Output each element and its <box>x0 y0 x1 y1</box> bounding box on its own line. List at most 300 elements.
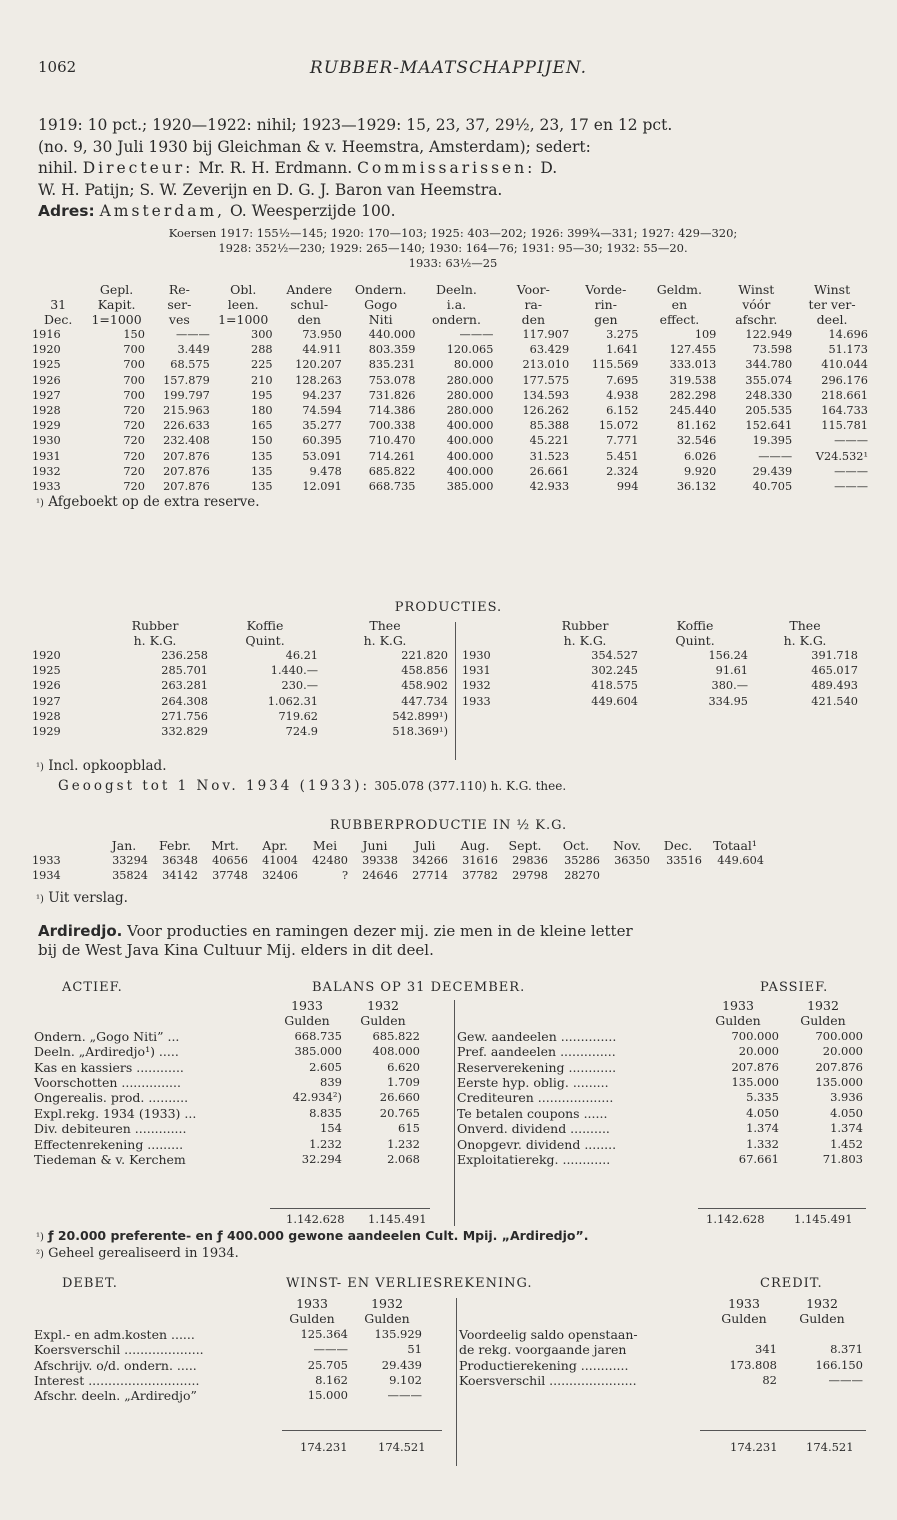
column-header: rin- <box>594 297 617 312</box>
account-label: Pref. aandeelen .............. <box>457 1044 616 1060</box>
table-cell: 1932 <box>32 464 61 478</box>
account-amount: 25.705 <box>307 1357 348 1372</box>
table-row <box>30 357 870 372</box>
table-cell: 355.074 <box>745 373 793 387</box>
table-cell: 449.604 <box>717 854 764 867</box>
table-cell: 44.911 <box>302 343 342 357</box>
main-footnote <box>30 494 870 510</box>
table-cell: 700 <box>123 343 145 357</box>
table-cell: 73.950 <box>302 328 342 341</box>
table-cell: 7.695 <box>606 373 639 387</box>
ardiredjo-line-1 <box>38 922 868 941</box>
account-label: Gew. aandeelen .............. <box>457 1028 617 1044</box>
account-amount: 1.232 <box>387 1136 420 1151</box>
column-header: Rubber <box>561 618 609 633</box>
table-cell: 213.010 <box>522 358 570 372</box>
balans-passief-table <box>455 998 865 1167</box>
column-header: Koffie <box>676 618 714 633</box>
winst-credit-table <box>457 1296 865 1388</box>
unit-header: Gulden <box>800 1013 846 1029</box>
commissaris-initial: D. <box>540 159 558 177</box>
page-number: 1062 <box>38 58 77 76</box>
table-cell: 400.000 <box>446 434 494 448</box>
column-header: Rubber <box>131 618 179 633</box>
account-row <box>32 1090 422 1105</box>
table-cell: 39338 <box>362 854 398 867</box>
table-cell: 74.594 <box>302 404 342 418</box>
table-cell: 720 <box>123 480 145 494</box>
balans-total-right-a: 1.142.628 <box>706 1212 765 1226</box>
rubberproductie-footnote-mark: ¹) <box>36 894 44 905</box>
producties-footnote-text: Incl. opkoopblad. <box>48 758 167 774</box>
table-cell: 1930 <box>462 649 491 662</box>
table-row <box>30 403 870 418</box>
account-row <box>455 1075 865 1090</box>
account-amount: 1.374 <box>746 1121 779 1136</box>
table-cell: 1926 <box>32 373 61 387</box>
table-cell: 385.000 <box>446 480 494 494</box>
account-amount: 408.000 <box>372 1044 420 1059</box>
commissarissen-label: Commissarissen: <box>357 159 536 177</box>
producties-header-row <box>460 633 860 648</box>
table-row <box>30 388 870 403</box>
column-header: den <box>521 312 546 327</box>
account-amount: 173.808 <box>729 1357 777 1372</box>
table-cell: 288 <box>251 343 273 357</box>
table-cell: 542.899¹) <box>392 709 448 723</box>
rubberproductie-title: RUBBERPRODUCTIE IN ½ K.G. <box>329 818 568 833</box>
table-cell: 700 <box>123 388 145 402</box>
table-cell: 668.735 <box>368 480 416 494</box>
table-cell: 440.000 <box>368 328 416 341</box>
table-cell: 803.359 <box>368 343 416 357</box>
winst-debet-table <box>32 1296 424 1404</box>
account-row <box>32 1044 422 1059</box>
table-cell: 720 <box>123 464 145 478</box>
account-label: Expl.- en adm.kosten ...... <box>34 1326 195 1342</box>
table-row <box>460 678 860 693</box>
table-cell: 29.439 <box>752 464 793 478</box>
account-label: Afschrijv. o/d. ondern. ..... <box>34 1357 197 1373</box>
table-cell: 458.902 <box>401 679 448 693</box>
balans-note-2-mark: ²) <box>36 1249 44 1260</box>
table-cell: 245.440 <box>669 404 717 418</box>
account-amount: 51 <box>407 1342 422 1357</box>
ardiredjo-line-2: bij de West Java Kina Cultuur Mij. elders in dit deel. <box>38 941 434 959</box>
table-cell: 1931 <box>32 449 61 463</box>
table-row <box>460 648 860 663</box>
unit-header: Gulden <box>364 1311 410 1327</box>
table-cell: 33516 <box>666 854 702 867</box>
account-label: Productierekening ............ <box>459 1357 629 1373</box>
table-cell: 700 <box>123 358 145 372</box>
table-cell: 34142 <box>162 869 198 883</box>
intro-line-4: W. H. Patijn; S. W. Zeverijn en D. G. J. Baron van Heemstra. <box>38 180 503 199</box>
credit-label: CREDIT. <box>760 1276 823 1291</box>
account-row <box>32 1152 422 1167</box>
winst-title: WINST- EN VERLIESREKENING. <box>286 1276 533 1291</box>
table-cell: 14.696 <box>828 328 868 341</box>
balans-note-1 <box>36 1228 588 1244</box>
account-label: Kas en kassiers ............ <box>34 1059 184 1075</box>
table-cell: 207.876 <box>163 449 210 463</box>
account-amount: 125.364 <box>300 1326 348 1341</box>
table-cell: 6.026 <box>684 449 717 463</box>
table-cell: 34266 <box>412 854 448 867</box>
table-cell: 6.152 <box>606 404 639 418</box>
column-header: h. K.G. <box>783 633 827 648</box>
column-header: Thee <box>369 618 401 633</box>
account-amount: 67.661 <box>738 1152 779 1167</box>
directeur-label: Directeur: <box>82 159 194 177</box>
intro-paragraph <box>38 115 868 223</box>
column-header: Voor- <box>516 282 550 297</box>
table-cell: 400.000 <box>446 464 494 478</box>
account-row <box>455 1137 865 1152</box>
balans-total-left-a: 1.142.628 <box>286 1212 345 1226</box>
financial-table-header-row <box>30 282 870 297</box>
table-cell: 354.527 <box>591 649 638 662</box>
koersen-line-3: 1933: 63½—25 <box>408 256 498 270</box>
rubberproductie-table <box>30 838 766 883</box>
account-row <box>32 1373 424 1388</box>
column-header: Winst <box>814 282 851 297</box>
table-cell: 180 <box>251 404 273 418</box>
account-label: Deeln. „Ardiredjo¹) ..... <box>34 1044 179 1060</box>
column-header: vóór <box>742 297 771 312</box>
account-label: Tiedeman & v. Kerchem <box>34 1152 186 1168</box>
producties-header-row <box>460 618 860 633</box>
account-amount: 71.803 <box>822 1152 863 1167</box>
account-amount: 700.000 <box>815 1028 863 1043</box>
table-cell: 165 <box>251 419 273 433</box>
winst-total-right-a: 174.231 <box>730 1440 778 1454</box>
account-label: Koersverschil .................... <box>34 1342 204 1358</box>
column-header: Ondern. <box>354 282 407 297</box>
financial-table-wrapper <box>30 282 870 510</box>
balans-actief-wrapper <box>32 998 422 1167</box>
koersen-block <box>38 226 868 271</box>
table-cell: 24646 <box>362 869 398 883</box>
account-label: Onopgevr. dividend ........ <box>457 1136 617 1152</box>
table-cell: 1.440.— <box>270 664 318 678</box>
table-cell: 489.493 <box>811 679 858 693</box>
month-header: Jan. <box>111 838 137 853</box>
table-cell: 4.938 <box>606 388 639 402</box>
table-cell: 35286 <box>564 854 600 867</box>
table-cell: ? <box>341 869 348 883</box>
table-cell: 210 <box>251 373 273 387</box>
table-cell: 122.949 <box>745 328 793 341</box>
table-cell: 296.176 <box>821 373 868 387</box>
table-cell: 135 <box>251 464 273 478</box>
intro-nihil: nihil. <box>38 159 78 177</box>
balans-note-1-text: ƒ 20.000 preferente- en ƒ 400.000 gewone aandeelen Cult. Mpij. „Ardiredjo”. <box>48 1228 589 1243</box>
account-row <box>32 1358 424 1373</box>
column-header: schul- <box>290 297 329 312</box>
table-cell: 150 <box>251 434 273 448</box>
table-cell: 37748 <box>212 869 248 883</box>
table-cell: 332.829 <box>161 725 208 739</box>
table-cell: 117.907 <box>522 328 570 341</box>
table-cell: 120.207 <box>295 358 342 372</box>
month-header: Aug. <box>460 838 490 853</box>
table-cell: 447.734 <box>401 694 448 708</box>
account-row <box>32 1342 424 1357</box>
table-cell: 518.369¹) <box>392 725 448 739</box>
table-cell: 280.000 <box>446 388 494 402</box>
column-header: Obl. <box>230 282 257 297</box>
table-cell: 7.771 <box>606 434 639 448</box>
account-amount <box>779 1327 865 1342</box>
table-cell: 710.470 <box>368 434 416 448</box>
producties-left-table <box>30 618 450 739</box>
account-row <box>32 1388 424 1403</box>
koersen-line-1: Koersen 1917: 155½—145; 1920: 170—103; 1925: 403—202; 1926: 399¾—331; 1927: 429—320; <box>168 226 738 240</box>
table-cell: 1930 <box>32 434 61 448</box>
balans-total-right-b: 1.145.491 <box>794 1212 853 1226</box>
column-header: h. K.G. <box>563 633 607 648</box>
table-cell: 344.780 <box>745 358 793 372</box>
producties-title: PRODUCTIES. <box>394 600 503 615</box>
producties-right-table <box>460 618 860 709</box>
table-cell: 731.826 <box>368 388 416 402</box>
table-cell: 236.258 <box>161 649 208 662</box>
month-header: Febr. <box>159 838 191 853</box>
column-header: deel. <box>816 312 848 327</box>
column-header: Winst <box>738 282 775 297</box>
month-header: Sept. <box>508 838 542 853</box>
table-cell: 700 <box>123 373 145 387</box>
table-cell: 35824 <box>112 869 148 883</box>
account-amount: 154 <box>320 1121 342 1136</box>
year-header: 1933 <box>728 1296 760 1311</box>
account-amount: 1.452 <box>830 1136 863 1151</box>
column-header: Quint. <box>245 633 285 648</box>
table-cell: 753.078 <box>368 373 416 387</box>
month-header: Apr. <box>262 838 288 853</box>
table-row <box>30 853 766 868</box>
account-row <box>32 1121 422 1136</box>
column-header: 31 <box>50 297 67 312</box>
table-cell: 720 <box>123 419 145 433</box>
balans-actief-table <box>32 998 422 1167</box>
account-label: Expl.rekg. 1934 (1933) ... <box>34 1105 197 1121</box>
table-cell: 135 <box>251 480 273 494</box>
column-header: Koffie <box>246 618 284 633</box>
account-row <box>455 1029 865 1044</box>
balans-note-2 <box>36 1246 239 1261</box>
main-footnote-mark: ¹) <box>36 498 44 510</box>
ardiredjo-line-1-text: Voor producties en ramingen dezer mij. zie men in de kleine letter <box>127 922 633 940</box>
table-cell: 720 <box>123 404 145 418</box>
table-cell: 700.338 <box>368 419 416 433</box>
winst-total-left-a: 174.231 <box>300 1440 348 1454</box>
account-label: Eerste hyp. oblig. ......... <box>457 1075 609 1091</box>
winst-debet-wrapper <box>32 1296 424 1404</box>
table-cell: 40656 <box>212 854 248 867</box>
table-cell: 195 <box>251 388 273 402</box>
column-header: Thee <box>789 618 821 633</box>
table-cell: 42.933 <box>529 480 570 494</box>
table-cell: 720 <box>123 434 145 448</box>
account-amount: 82 <box>762 1373 777 1388</box>
passief-label: PASSIEF. <box>760 980 829 995</box>
adres-label: Adres: <box>38 202 95 220</box>
table-cell: 400.000 <box>446 449 494 463</box>
table-cell: 51.173 <box>828 343 868 357</box>
koersen-line-2: 1928: 352½—230; 1929: 265—140; 1930: 164—76; 1931: 95—30; 1932: 55—20. <box>218 241 688 255</box>
account-row <box>457 1358 865 1373</box>
table-cell: 9.478 <box>309 464 342 478</box>
table-cell: 720 <box>123 449 145 463</box>
year-header: 1932 <box>807 998 839 1013</box>
balans-note-2-text: Geheel gerealiseerd in 1934. <box>48 1246 239 1261</box>
account-row <box>455 1090 865 1105</box>
table-row <box>30 724 450 739</box>
table-cell: 41004 <box>262 854 298 867</box>
account-row <box>455 1106 865 1121</box>
account-amount: ——— <box>313 1342 348 1357</box>
account-label: Div. debiteuren ............. <box>34 1121 187 1137</box>
table-cell: 35.277 <box>302 419 342 433</box>
account-label: Te betalen coupons ...... <box>457 1105 608 1121</box>
account-amount: 341 <box>755 1342 777 1357</box>
account-amount: ——— <box>828 1373 863 1388</box>
year-header: 1932 <box>367 998 399 1013</box>
account-row <box>32 1327 424 1342</box>
table-cell: 81.162 <box>676 419 717 433</box>
adres-line <box>38 201 868 223</box>
table-cell: 1927 <box>32 388 61 402</box>
account-row <box>32 1106 422 1121</box>
actief-label: ACTIEF. <box>62 980 123 995</box>
table-cell: 1927 <box>32 694 61 708</box>
month-header: Oct. <box>562 838 590 853</box>
table-cell: 33294 <box>112 854 148 867</box>
unit-header: Gulden <box>289 1311 335 1327</box>
column-header: Quint. <box>675 633 715 648</box>
unit-header: Gulden <box>715 1013 761 1029</box>
table-cell: 68.575 <box>170 358 210 372</box>
table-row <box>30 648 450 663</box>
column-header: ves <box>168 312 190 327</box>
column-header: den <box>297 312 321 327</box>
year-header-row <box>32 998 422 1013</box>
table-cell: 1932 <box>462 679 491 693</box>
account-row <box>457 1373 865 1388</box>
table-cell: 218.661 <box>821 388 868 402</box>
account-label: Ondern. „Gogo Niti” ... <box>34 1028 180 1044</box>
account-amount: 385.000 <box>294 1044 342 1059</box>
unit-header-row <box>457 1311 865 1326</box>
table-cell: 46.21 <box>285 649 318 662</box>
account-amount: 685.822 <box>372 1028 420 1043</box>
table-cell: 1920 <box>32 343 61 357</box>
column-header: effect. <box>659 312 700 327</box>
table-row <box>30 868 766 883</box>
account-row <box>32 1029 422 1044</box>
column-header: Andere <box>286 282 333 297</box>
column-header: en <box>671 297 688 312</box>
unit-header: Gulden <box>721 1311 767 1327</box>
table-cell: 271.756 <box>161 709 208 723</box>
unit-header-row <box>455 1013 865 1028</box>
table-row <box>30 342 870 357</box>
column-header: Vorde- <box>585 282 627 297</box>
account-label: Voorschotten ............... <box>34 1075 181 1091</box>
table-row <box>460 663 860 678</box>
column-header: gen <box>594 312 618 327</box>
year-header-row <box>32 1296 424 1311</box>
table-cell: 109 <box>694 328 717 341</box>
table-cell: 207.876 <box>163 464 210 478</box>
table-cell: 1926 <box>32 679 61 693</box>
table-cell: 465.017 <box>811 664 858 678</box>
table-cell: 31616 <box>462 854 498 867</box>
month-header: Mrt. <box>211 838 239 853</box>
account-row <box>455 1121 865 1136</box>
account-label: Ongerealis. prod. .......... <box>34 1090 189 1106</box>
table-cell: 282.298 <box>669 388 717 402</box>
table-cell: 152.641 <box>745 419 793 433</box>
adres-street: O. Weesperzijde 100. <box>230 202 396 220</box>
table-cell: 3.449 <box>177 343 210 357</box>
table-cell: 1933 <box>32 854 61 867</box>
table-cell: 685.822 <box>368 464 416 478</box>
intro-line-3 <box>38 158 868 180</box>
table-cell: 150 <box>123 328 145 341</box>
month-header: Juni <box>362 838 388 853</box>
table-cell: 36.132 <box>676 480 717 494</box>
financial-table-header-row <box>30 312 870 327</box>
column-header: 1=1000 <box>91 312 142 327</box>
table-cell: 1925 <box>32 664 61 678</box>
table-cell <box>652 868 704 883</box>
table-cell: 232.408 <box>163 434 210 448</box>
account-amount: 2.605 <box>309 1059 342 1074</box>
table-cell: 724.9 <box>285 725 318 739</box>
month-header: Juli <box>414 838 436 853</box>
year-header: 1932 <box>806 1296 838 1311</box>
table-cell: 120.065 <box>446 343 494 357</box>
year-header: 1933 <box>722 998 754 1013</box>
account-amount: 3.936 <box>830 1090 863 1105</box>
account-amount: 2.068 <box>387 1152 420 1167</box>
rubberproductie-footnote-text: Uit verslag. <box>48 890 128 906</box>
table-cell: 380.— <box>711 679 748 693</box>
table-cell <box>704 868 766 883</box>
table-cell: 85.388 <box>529 419 570 433</box>
unit-header: Gulden <box>284 1013 330 1029</box>
table-cell: 302.245 <box>591 664 638 678</box>
table-cell: V24.532¹ <box>815 449 868 463</box>
table-cell: 1.062.31 <box>267 694 318 708</box>
table-cell: ——— <box>459 328 494 341</box>
table-cell: 225 <box>251 358 273 372</box>
year-header-row <box>457 1296 865 1311</box>
table-cell: 3.275 <box>606 328 639 341</box>
account-amount: 9.102 <box>389 1373 422 1388</box>
intro-line-2: (no. 9, 30 Juli 1930 bij Gleichman & v. Heemstra, Amsterdam); sedert: <box>38 137 591 156</box>
table-cell: 1929 <box>32 419 61 433</box>
account-label: Koersverschil ...................... <box>459 1373 637 1389</box>
table-cell: 32.546 <box>676 434 717 448</box>
account-amount: 26.660 <box>379 1090 420 1105</box>
table-cell: 29836 <box>512 854 548 867</box>
table-cell: 263.281 <box>161 679 208 693</box>
winst-credit-wrapper <box>457 1296 865 1388</box>
